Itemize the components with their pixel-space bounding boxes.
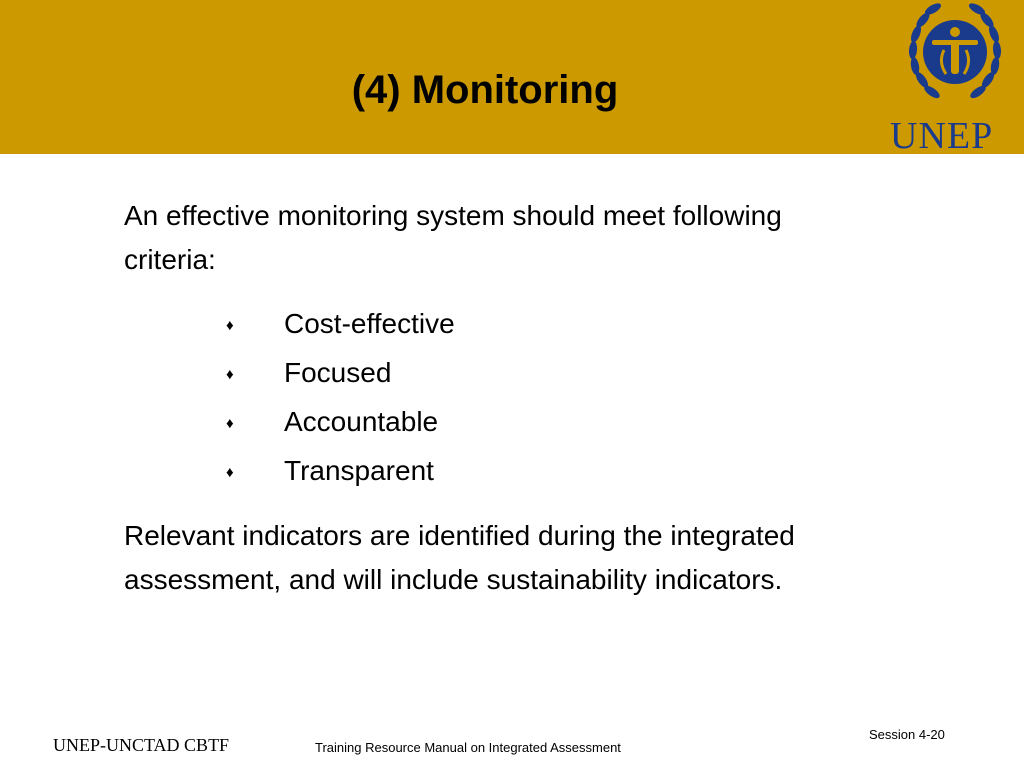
list-item xyxy=(224,350,455,399)
slide-title: (4) Monitoring xyxy=(351,68,619,112)
unep-wordmark: UNEP xyxy=(890,115,994,157)
list-item xyxy=(224,301,455,350)
intro-paragraph: An effective monitoring system should meet following criteria: xyxy=(124,200,782,275)
footer-manual-title: Training Resource Manual on Integrated Assessment xyxy=(315,740,621,755)
diamond-bullet-icon: ♦ xyxy=(226,317,234,334)
list-item-text: Transparent xyxy=(284,455,434,486)
footer-session-number: Session 4-20 xyxy=(869,727,945,742)
diamond-bullet-icon: ♦ xyxy=(226,415,234,432)
footer-organization: UNEP-UNCTAD CBTF xyxy=(53,735,230,755)
closing-paragraph: Relevant indicators are identified during the integrated assessment, and will include sustainability indicators. xyxy=(124,520,795,595)
diamond-bullet-icon: ♦ xyxy=(226,366,234,383)
criteria-list xyxy=(224,301,455,497)
diamond-bullet-icon: ♦ xyxy=(226,464,234,481)
list-item-text: Cost-effective xyxy=(284,308,455,339)
list-item-text: Accountable xyxy=(284,406,439,437)
list-item xyxy=(224,399,455,448)
list-item-text: Focused xyxy=(284,357,392,388)
list-item xyxy=(224,448,455,497)
